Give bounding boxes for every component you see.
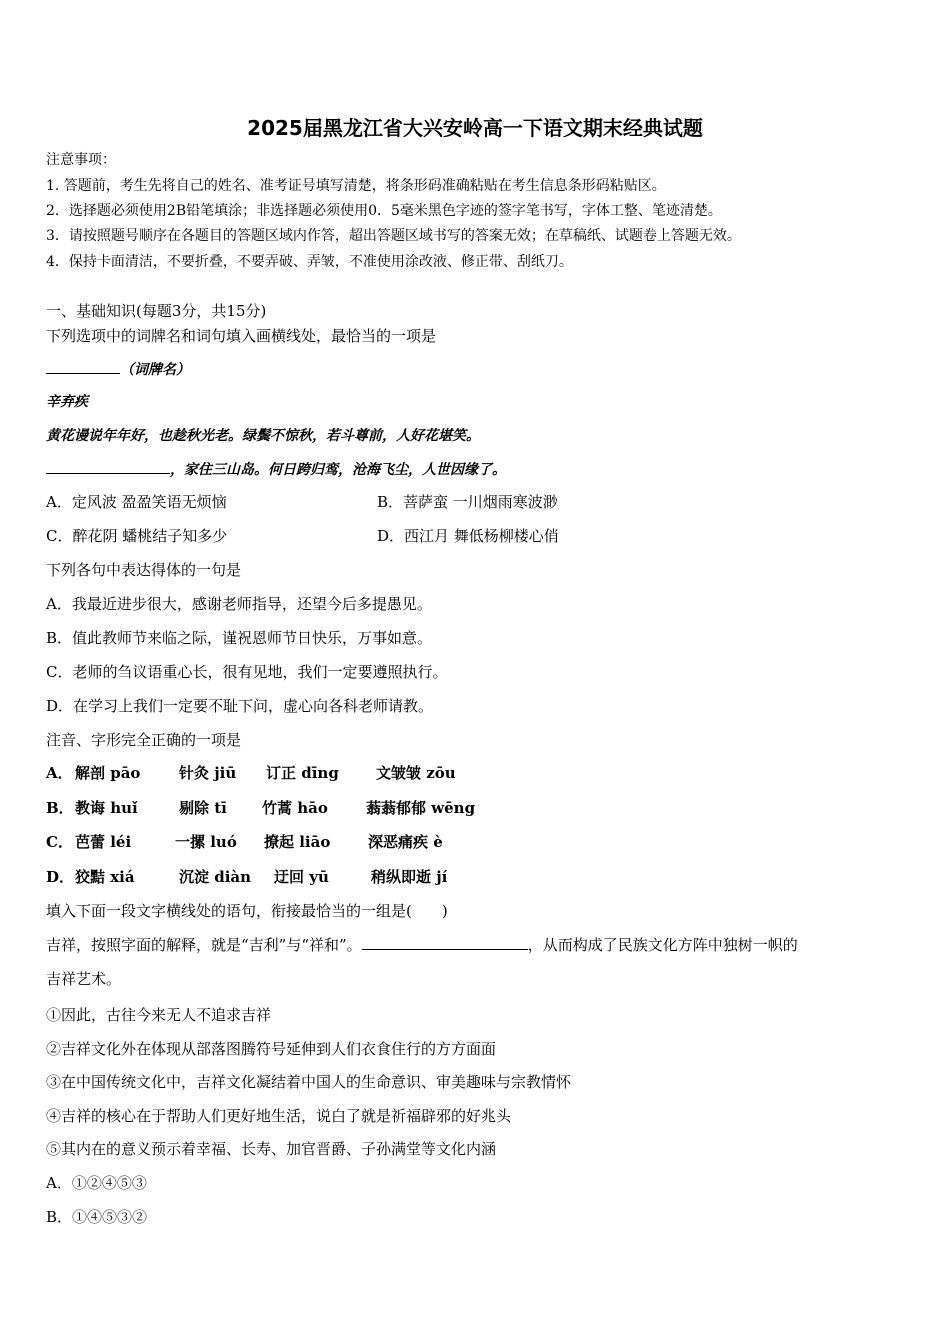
option-row: [46, 763, 456, 783]
question-stem: 填入下面一段文字横线处的语句，衔接最恰当的一组是( ): [46, 902, 448, 920]
blank-label: （词牌名）: [120, 362, 190, 378]
option-item: 一摞 luó: [175, 833, 237, 851]
page-title: 2025届黑龙江省大兴安岭高一下语文期末经典试题: [247, 116, 703, 140]
option-label: A．: [46, 764, 73, 782]
poem-author: 辛弃疾: [46, 394, 88, 410]
option: D．在学习上我们一定要不耻下问，虚心向各科老师请教。: [46, 697, 434, 715]
question-stem: 注音、字形完全正确的一项是: [46, 731, 242, 749]
option-label: B．: [46, 799, 74, 817]
option-item: 芭蕾 léi: [75, 833, 132, 851]
option-item: 迂回 yū: [274, 868, 329, 886]
option: B．①④⑤③②: [46, 1208, 148, 1226]
poem-line-text: ，家住三山岛。何日跨归鸾，沧海飞尘，人世因缘了。: [170, 462, 506, 478]
option-item: 撩起 liāo: [264, 833, 331, 851]
passage-text: 吉祥，按照字面的解释，就是“吉利”与“祥和”。: [46, 936, 362, 954]
option-item: 针灸 jiū: [179, 764, 237, 782]
answer-blank: [46, 459, 170, 474]
option: A．定风波 盈盈笑语无烦恼: [46, 493, 227, 511]
cipai-blank-line: [46, 359, 190, 380]
option-item: 稍纵即逝 jí: [371, 868, 448, 886]
option-item: 竹蒿 hāo: [262, 799, 328, 817]
sentence: ⑤其内在的意义预示着幸福、长寿、加官晋爵、子孙满堂等文化内涵: [46, 1140, 497, 1158]
option-item: 解剖 pāo: [75, 764, 141, 782]
option-row: [46, 832, 443, 852]
option: C．醉花阴 蟠桃结子知多少: [46, 527, 228, 545]
option-item: 狡黠 xiá: [75, 868, 135, 886]
answer-blank: [46, 359, 120, 374]
question-stem: 下列各句中表达得体的一句是: [46, 561, 242, 579]
passage-line: 吉祥艺术。: [46, 970, 122, 988]
option: B．值此教师节来临之际，谨祝恩师节日快乐，万事如意。: [46, 629, 433, 647]
option-row: [46, 798, 476, 818]
answer-blank: [362, 935, 528, 950]
option-item: 深恶痛疾 è: [368, 833, 443, 851]
option-row: [46, 867, 448, 887]
section-heading: 一、基础知识(每题3分，共15分): [46, 302, 267, 320]
option-item: 剔除 tī: [179, 799, 227, 817]
option-item: 沉淀 diàn: [179, 868, 252, 886]
option-item: 教诲 huǐ: [75, 799, 138, 817]
option-label: D．: [46, 868, 75, 886]
option-item: 订正 dīng: [266, 764, 339, 782]
notice-item: 3．请按照题号顺序在各题目的答题区域内作答，超出答题区域书写的答案无效；在草稿纸、试题卷上答题无效。: [46, 228, 741, 244]
notice-item: 2．选择题必须使用2B铅笔填涂；非选择题必须使用0．5毫米黑色字迹的签字笔书写，字体工整、笔迹清楚。: [46, 203, 722, 219]
passage-text: ，从而构成了民族文化方阵中独树一帜的: [527, 936, 798, 954]
notice-item: 4．保持卡面清洁，不要折叠，不要弄破、弄皱，不准使用涂改液、修正带、刮纸刀。: [46, 254, 573, 270]
poem-line: [46, 459, 506, 480]
sentence: ②吉祥文化外在体现从部落图腾符号延伸到人们衣食住行的方方面面: [46, 1040, 497, 1058]
poem-line: 黄花谩说年年好，也趁秋光老。绿鬓不惊秋，若斗尊前，人好花堪笑。: [46, 428, 480, 444]
question-stem: 下列选项中的词牌名和词句填入画横线处，最恰当的一项是: [46, 327, 437, 345]
notice-item: 1. 答题前，考生先将自己的姓名、准考证号填写清楚，将条形码准确粘贴在考生信息条形码粘贴区。: [46, 178, 666, 194]
option: A．①②④⑤③: [46, 1174, 147, 1192]
option-item: 蓊蓊郁郁 wēng: [366, 799, 476, 817]
option: D．西江月 舞低杨柳楼心俏: [377, 527, 559, 545]
option: C．老师的刍议语重心长，很有见地，我们一定要遵照执行。: [46, 663, 448, 681]
option: B．菩萨蛮 一川烟雨寒波渺: [377, 493, 558, 511]
sentence: ③在中国传统文化中，吉祥文化凝结着中国人的生命意识、审美趣味与宗教情怀: [46, 1073, 572, 1091]
passage-line: [46, 935, 798, 955]
option-label: C．: [46, 833, 73, 851]
option: A．我最近进步很大，感谢老师指导，还望今后多提愚见。: [46, 595, 432, 613]
option-item: 文皱皱 zōu: [376, 764, 456, 782]
notice-heading: 注意事项：: [46, 152, 116, 168]
sentence: ①因此，古往今来无人不追求吉祥: [46, 1006, 272, 1024]
sentence: ④吉祥的核心在于帮助人们更好地生活，说白了就是祈福辟邪的好兆头: [46, 1107, 512, 1125]
